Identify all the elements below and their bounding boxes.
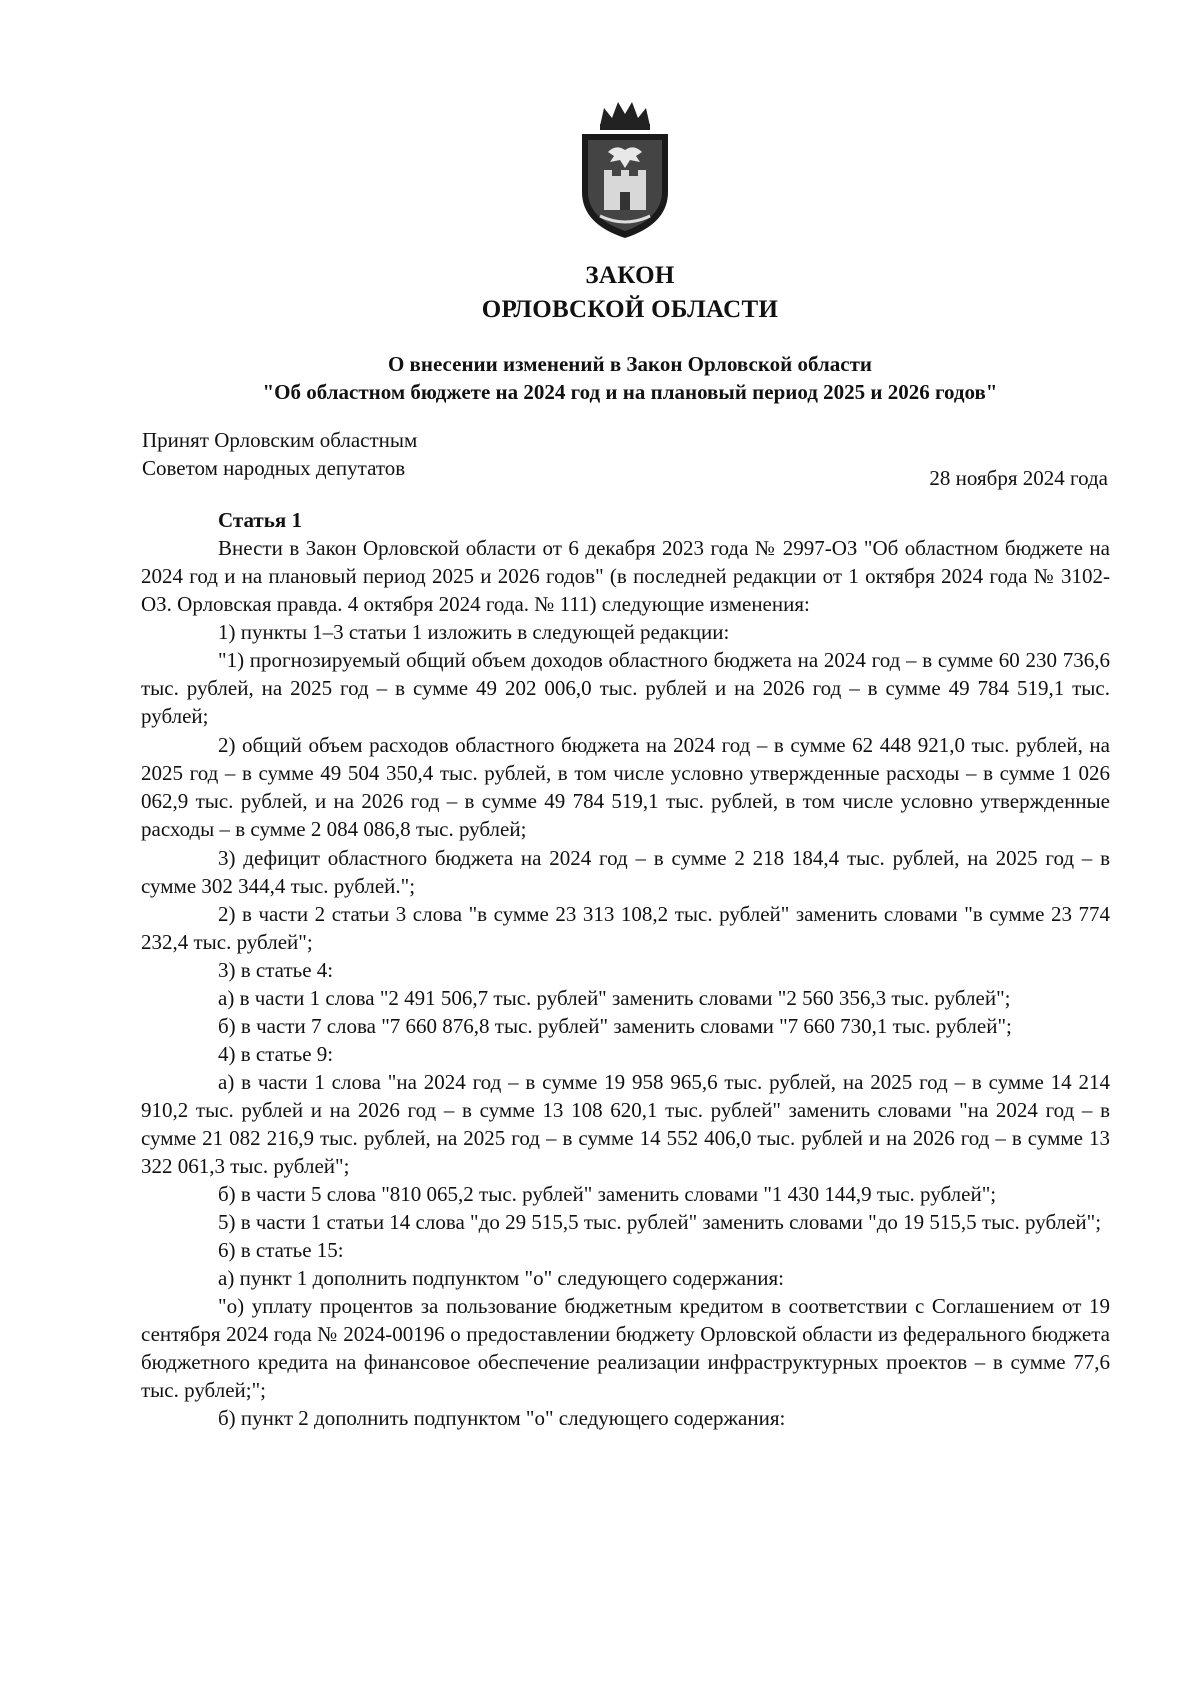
article-heading: Статья 1: [218, 508, 302, 532]
paragraph: 3) в статье 4:: [218, 958, 334, 982]
document-title-line1: ЗАКОН: [585, 262, 675, 289]
paragraph: б) пункт 2 дополнить подпунктом "о" следующего содержания:: [218, 1406, 786, 1430]
coat-of-arms-icon: [570, 100, 680, 240]
paragraph: 6) в статье 15:: [218, 1238, 344, 1262]
paragraph: Внести в Закон Орловской области от 6 декабря 2023 года № 2997-ОЗ "Об областном бюджете на 2024 год и на плановый период 2025 и 2026 годов" (в последней редакции от 1 октября 2024 года № 3102-ОЗ. Орловская правда. 4 октября 2024 года. № 111) следующие изменения:: [141, 536, 1110, 616]
paragraph: 2) в части 2 статьи 3 слова "в сумме 23 313 108,2 тыс. рублей" заменить словами "в сумме 23 774 232,4 тыс. рублей";: [141, 902, 1110, 954]
adoption-line2: Советом народных депутатов: [142, 456, 406, 480]
adoption-date: 28 ноября 2024 года: [929, 466, 1108, 490]
document-subtitle-line1: О внесении изменений в Закон Орловской области: [387, 352, 873, 376]
paragraph: 1) пункты 1–3 статьи 1 изложить в следующей редакции:: [218, 620, 730, 644]
paragraph: а) пункт 1 дополнить подпунктом "о" следующего содержания:: [218, 1266, 784, 1290]
paragraph: а) в части 1 слова "2 491 506,7 тыс. рублей" заменить словами "2 560 356,3 тыс. рублей";: [218, 986, 1011, 1010]
document-subtitle-line2: "Об областном бюджете на 2024 год и на плановый период 2025 и 2026 годов": [262, 380, 998, 404]
paragraph: а) в части 1 слова "на 2024 год – в сумме 19 958 965,6 тыс. рублей, на 2025 год – в сумме 14 214 910,2 тыс. рублей и на 2026 год – в сумме 13 108 620,1 тыс. рублей" заменить словами "на 2024 год – в сумме 21 082 216,9 тыс. рублей, на 2025 год – в сумме 14 552 406,0 тыс. рублей и на 2026 год – в сумме 13 322 061,3 тыс. рублей";: [141, 1070, 1110, 1178]
paragraph: 3) дефицит областного бюджета на 2024 год – в сумме 2 218 184,4 тыс. рублей, на 2025 год – в сумме 302 344,4 тыс. рублей.";: [141, 846, 1110, 898]
adoption-line1: Принят Орловским областным: [142, 428, 418, 452]
paragraph: "о) уплату процентов за пользование бюджетным кредитом в соответствии с Соглашением от 19 сентября 2024 года № 2024-00196 о предоставлении бюджету Орловской области из федерального бюджета бюджетного кредита на финансовое обеспечение реализации инфраструктурных проектов – в сумме 77,6 тыс. рублей;";: [141, 1294, 1110, 1402]
paragraph: 2) общий объем расходов областного бюджета на 2024 год – в сумме 62 448 921,0 тыс. рублей, на 2025 год – в сумме 49 504 350,4 тыс. рублей, в том числе условно утвержденные расходы – в сумме 1 026 062,9 тыс. рублей, и на 2026 год – в сумме 49 784 519,1 тыс. рублей, в том числе условно утвержденные расходы – в сумме 2 084 086,8 тыс. рублей;: [141, 733, 1110, 841]
paragraph: "1) прогнозируемый общий объем доходов областного бюджета на 2024 год – в сумме 60 230 736,6 тыс. рублей, на 2025 год – в сумме 49 202 006,0 тыс. рублей и на 2026 год – в сумме 49 784 519,1 тыс. рублей;: [141, 648, 1110, 728]
paragraph: б) в части 7 слова "7 660 876,8 тыс. рублей" заменить словами "7 660 730,1 тыс. рублей";: [218, 1014, 1012, 1038]
paragraph: б) в части 5 слова "810 065,2 тыс. рублей" заменить словами "1 430 144,9 тыс. рублей";: [218, 1182, 997, 1206]
paragraph: 4) в статье 9:: [218, 1042, 334, 1066]
article-body: [141, 534, 1110, 1432]
paragraph: 5) в части 1 статьи 14 слова "до 29 515,5 тыс. рублей" заменить словами "до 19 515,5 тыс. рублей";: [218, 1210, 1102, 1234]
document-title-line2: ОРЛОВСКОЙ ОБЛАСТИ: [481, 296, 779, 323]
